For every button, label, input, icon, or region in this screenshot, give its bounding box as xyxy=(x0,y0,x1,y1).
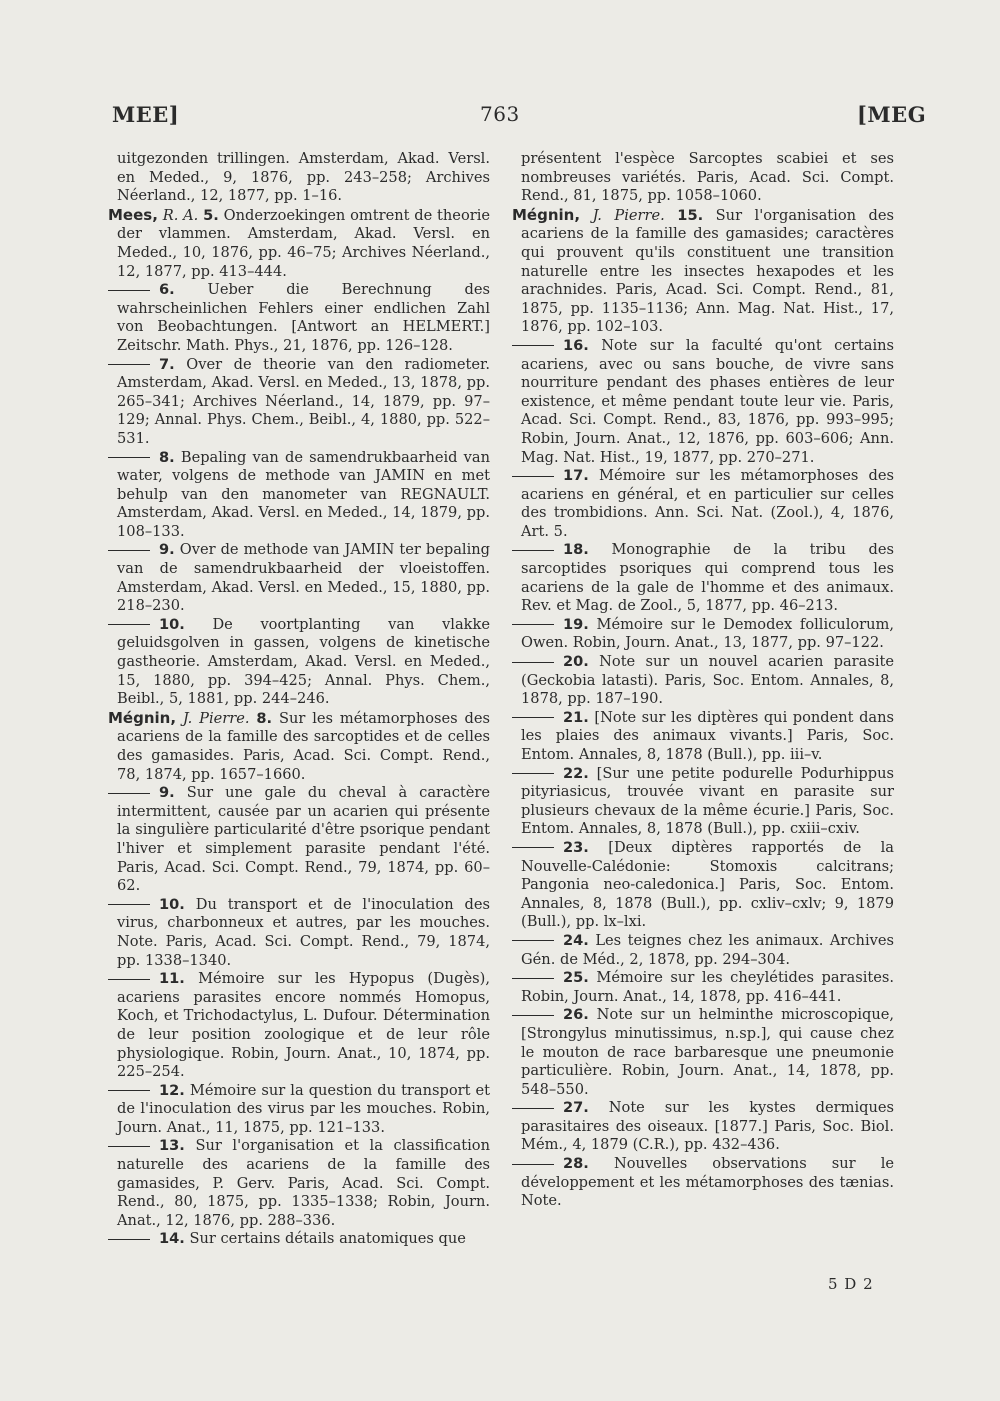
bibliography-entry xyxy=(512,337,894,467)
bibliography-entry xyxy=(108,616,490,709)
bibliography-entry xyxy=(108,784,490,896)
ditto-dash xyxy=(108,290,150,291)
entry-text: Note sur les kystes dermiques parasitaires des oiseaux. [1877.] Paris, Soc. Biol. Mém., 4, 1879 (C.R.), pp. 432–436. xyxy=(521,1099,894,1154)
entry-text: Les teignes chez les animaux. Archives Gén. de Méd., 2, 1878, pp. 294–304. xyxy=(521,931,894,968)
entry-text: Mémoire sur le Demodex folliculorum, Owen. Robin, Journ. Anat., 13, 1877, pp. 97–122. xyxy=(521,615,895,652)
entry-text: Sur l'organisation des acariens de la famille des gamasides; caractères qui prouvent qu'ils constituent une transition naturelle entre les insectes hexapodes et les arachnides. Paris, Acad. Sci. Compt. Rend., 81, 1875, pp. 1135–1136; Ann. Mag. Nat. Hist., 17, 1876, pp. 102–103. xyxy=(521,206,894,336)
ditto-dash xyxy=(512,1015,554,1016)
entry-number: 12. xyxy=(159,1081,185,1099)
entry-text: Sur certains détails anatomiques que xyxy=(189,1230,466,1248)
entry-number: 17. xyxy=(563,467,589,485)
entry-number: 10. xyxy=(159,895,185,913)
ditto-dash xyxy=(512,662,554,663)
entry-number: 18. xyxy=(563,541,589,559)
entry-text: Mémoire sur la question du transport et de l'inoculation des virus par les mouches. Robin, Journ. Anat., 11, 1875, pp. 121–133. xyxy=(117,1081,490,1136)
author-given-name: J. Pierre. xyxy=(182,709,250,727)
entry-number: 8. xyxy=(256,709,273,727)
entry-number: 21. xyxy=(563,708,589,726)
entry-text: Sur les métamorphoses des acariens de la famille des sarcoptides et de celles des gamasides. Paris, Acad. Sci. Compt. Rend., 78, 1874, pp. 1657–1660. xyxy=(117,709,490,783)
entry-text: Mémoire sur les Hypopus (Dugès), acariens parasites encore nommés Homopus, Koch, et Trichodactylus, L. Dufour. Détermination de leur position zoologique et de leur rôle physiologique. Robin, Journ. Anat., 10, 1874, pp. 225–254. xyxy=(117,970,490,1081)
ditto-dash xyxy=(512,940,554,941)
ditto-dash xyxy=(108,457,150,458)
entry-number: 27. xyxy=(563,1099,589,1117)
ditto-dash xyxy=(108,979,150,980)
running-head-right: [MEG xyxy=(857,102,927,127)
entry-text: Monographie de la tribu des sarcoptides psoriques qui comprend tous les acariens de la gale de l'homme et des animaux. Rev. et Mag. de Zool., 5, 1877, pp. 46–213. xyxy=(521,541,894,615)
ditto-dash xyxy=(512,978,554,979)
bibliography-entry xyxy=(108,1137,490,1230)
bibliography-entry xyxy=(512,653,894,709)
entry-text: [Deux diptères rapportés de la Nouvelle-Calédonie: Stomoxis calcitrans; Pangonia neo-caledonica.] Paris, Soc. Entom. Annales, 8, 1878 (Bull.), pp. cxliv–cxlv; 9, 1879 (Bull.), pp. lx–lxi. xyxy=(521,838,894,931)
ditto-dash xyxy=(512,847,554,848)
bibliography-entry xyxy=(512,1099,894,1155)
entry-text: Mémoire sur les cheylétides parasites. Robin, Journ. Anat., 14, 1878, pp. 416–441. xyxy=(521,969,894,1005)
entry-text: [Sur une petite podurelle Podurhippus pityriasicus, trouvée vivant en parasite sur plusieurs chevaux de la même écurie.] Paris, Soc. Entom. Annales, 8, 1878 (Bull.), pp. cxiii–cxiv. xyxy=(521,764,894,838)
bibliography-entry xyxy=(108,449,490,542)
entry-number: 20. xyxy=(563,653,589,671)
bibliography-entry xyxy=(108,150,490,206)
entry-text: Sur une gale du cheval à caractère intermittent, causée par un acarien qui présente la singulière particularité d'être psorique pendant l'hiver et simplement parasite pendant l'été. Paris, Acad. Sci. Compt. Rend., 79, 1874, pp. 60–62. xyxy=(117,784,491,895)
entry-text: Over de theorie van den radiometer. Amsterdam, Akad. Versl. en Meded., 13, 1878, pp. 265–341; Archives Néerland., 14, 1879, pp. 97–129; Annal. Phys. Chem., Beibl., 4, 1880, pp. 522–531. xyxy=(117,355,490,447)
ditto-dash xyxy=(512,773,554,774)
entry-number: 6. xyxy=(159,281,175,299)
bibliography-entry xyxy=(512,541,894,615)
entry-text: Note sur un nouvel acarien parasite (Geckobia latasti). Paris, Soc. Entom. Annales, 8, 1878, pp. 187–190. xyxy=(521,653,894,708)
ditto-dash xyxy=(108,793,150,794)
entry-number: 24. xyxy=(563,931,589,949)
bibliography-entry xyxy=(512,1006,894,1099)
entry-text: Note sur un helminthe microscopique, [Strongylus minutissimus, n.sp.], qui cause chez le mouton de race barbaresque une pneumonie particulière. Robin, Journ. Anat., 14, 1878, pp. 548–550. xyxy=(521,1006,895,1098)
entry-text: De voortplanting van vlakke geluidsgolven in gassen, volgens de kinetische gastheorie. Amsterdam, Akad. Versl. en Meded., 15, 1880, pp. 394–425; Annal. Phys. Chem., Beibl., 5, 1881, pp. 244–246. xyxy=(117,615,490,708)
entry-number: 15. xyxy=(677,206,704,224)
entry-text: présentent l'espèce Sarcoptes scabiei et ses nombreuses variétés. Paris, Acad. Sci. Compt. Rend., 81, 1875, pp. 1058–1060. xyxy=(521,150,894,205)
entry-text: Mémoire sur les métamorphoses des acariens en général, et en particulier sur celles des trombidions. Ann. Sci. Nat. (Zool.), 4, 1876, Art. 5. xyxy=(521,467,895,540)
ditto-dash xyxy=(108,550,150,551)
ditto-dash xyxy=(108,364,150,365)
bibliography-entry xyxy=(108,206,490,281)
entry-text: Note sur la faculté qu'ont certains acariens, avec ou sans bouche, de vivre sans nourriture pendant des phases entières de leur existence, et même pendant toute leur vie. Paris, Acad. Sci. Compt. Rend., 83, 1876, pp. 993–995; Robin, Journ. Anat., 12, 1876, pp. 603–606; Ann. Mag. Nat. Hist., 19, 1877, pp. 270–271. xyxy=(521,336,894,466)
signature-mark: 5 D 2 xyxy=(828,1275,874,1293)
ditto-dash xyxy=(512,550,554,551)
bibliography-entry xyxy=(108,1230,490,1249)
entry-number: 9. xyxy=(159,784,175,802)
ditto-dash xyxy=(512,1108,554,1109)
running-head-left: MEE] xyxy=(112,102,180,127)
bibliography-entry xyxy=(512,1155,894,1211)
entry-text: Du transport et de l'inoculation des virus, charbonneux et autres, par les mouches. Note. Paris, Acad. Sci. Compt. Rend., 79, 1874, pp. 1338–1340. xyxy=(117,895,490,969)
ditto-dash xyxy=(108,1146,150,1147)
bibliography-entry xyxy=(512,616,894,653)
entry-number: 7. xyxy=(159,355,175,373)
page-number: 763 xyxy=(480,102,520,126)
ditto-dash xyxy=(108,1239,150,1240)
entry-text: [Note sur les diptères qui pondent dans les plaies des animaux vivants.] Paris, Soc. Entom. Annales, 8, 1878 (Bull.), pp. iii–v. xyxy=(521,708,894,763)
entry-number: 5. xyxy=(203,206,219,224)
ditto-dash xyxy=(512,717,554,718)
author-name: Mégnin, xyxy=(512,205,581,224)
author-given-name: J. Pierre. xyxy=(592,206,665,224)
bibliography-entry xyxy=(512,765,894,839)
right-column xyxy=(512,150,894,1211)
bibliography-entry xyxy=(108,709,490,784)
ditto-dash xyxy=(512,345,554,346)
bibliography-entry xyxy=(512,150,894,206)
entry-number: 11. xyxy=(159,970,185,988)
entry-number: 9. xyxy=(159,541,175,559)
entry-number: 19. xyxy=(563,615,589,633)
entry-text: uitgezonden trillingen. Amsterdam, Akad. Versl. en Meded., 9, 1876, pp. 243–258; Archives Néerland., 12, 1877, pp. 1–16. xyxy=(117,150,490,205)
ditto-dash xyxy=(108,904,150,905)
entry-number: 23. xyxy=(563,838,589,856)
entry-number: 25. xyxy=(563,969,589,987)
entry-number: 14. xyxy=(159,1230,185,1248)
left-column xyxy=(108,150,490,1249)
entry-text: Nouvelles observations sur le développement et les métamorphoses des tænias. Note. xyxy=(521,1155,895,1210)
ditto-dash xyxy=(108,1090,150,1091)
bibliography-entry xyxy=(512,839,894,932)
bibliography-entry xyxy=(108,896,490,970)
entry-number: 8. xyxy=(159,448,175,466)
bibliography-entry xyxy=(512,969,894,1006)
bibliography-entry xyxy=(512,709,894,765)
bibliography-entry xyxy=(108,970,490,1082)
entry-text: Sur l'organisation et la classification naturelle des acariens de la famille des gamasides, P. Gerv. Paris, Acad. Sci. Compt. Rend., 80, 1875, pp. 1335–1338; Robin, Journ. Anat., 12, 1876, pp. 288–336. xyxy=(117,1137,490,1229)
author-name: Mees, xyxy=(108,205,158,224)
author-given-name: R. A. xyxy=(162,206,199,224)
entry-number: 28. xyxy=(563,1155,589,1173)
bibliography-entry xyxy=(108,541,490,615)
ditto-dash xyxy=(108,624,150,625)
entry-number: 16. xyxy=(563,336,589,354)
entry-text: Bepaling van de samendrukbaarheid van water, volgens de methode van JAMIN en met behulp van den manometer van REGNAULT. Amsterdam, Akad. Versl. en Meded., 14, 1879, pp. 108–133. xyxy=(117,448,491,540)
entry-text: Ueber die Berechnung des wahrscheinlichen Fehlers einer endlichen Zahl von Beobachtungen. [Antwort an HELMERT.] Zeitschr. Math. Phys., 21, 1876, pp. 126–128. xyxy=(117,281,491,354)
ditto-dash xyxy=(512,1164,554,1165)
entry-text: Onderzoekingen omtrent de theorie der vlammen. Amsterdam, Akad. Versl. en Meded., 10, 1876, pp. 46–75; Archives Néerland., 12, 1877, pp. 413–444. xyxy=(117,206,491,280)
ditto-dash xyxy=(512,476,554,477)
bibliography-entry xyxy=(108,1082,490,1138)
bibliography-entry xyxy=(512,932,894,969)
ditto-dash xyxy=(512,624,554,625)
bibliography-entry xyxy=(512,206,894,337)
bibliography-entry xyxy=(108,281,490,355)
bibliography-entry xyxy=(108,356,490,449)
entry-number: 10. xyxy=(159,615,185,633)
entry-number: 26. xyxy=(563,1006,589,1024)
entry-number: 22. xyxy=(563,764,589,782)
bibliography-entry xyxy=(512,467,894,541)
author-name: Mégnin, xyxy=(108,708,177,727)
entry-text: Over de methode van JAMIN ter bepaling van de samendrukbaarheid der vloeistoffen. Amsterdam, Akad. Versl. en Meded., 15, 1880, pp. 218–230. xyxy=(117,541,490,615)
entry-number: 13. xyxy=(159,1137,185,1155)
